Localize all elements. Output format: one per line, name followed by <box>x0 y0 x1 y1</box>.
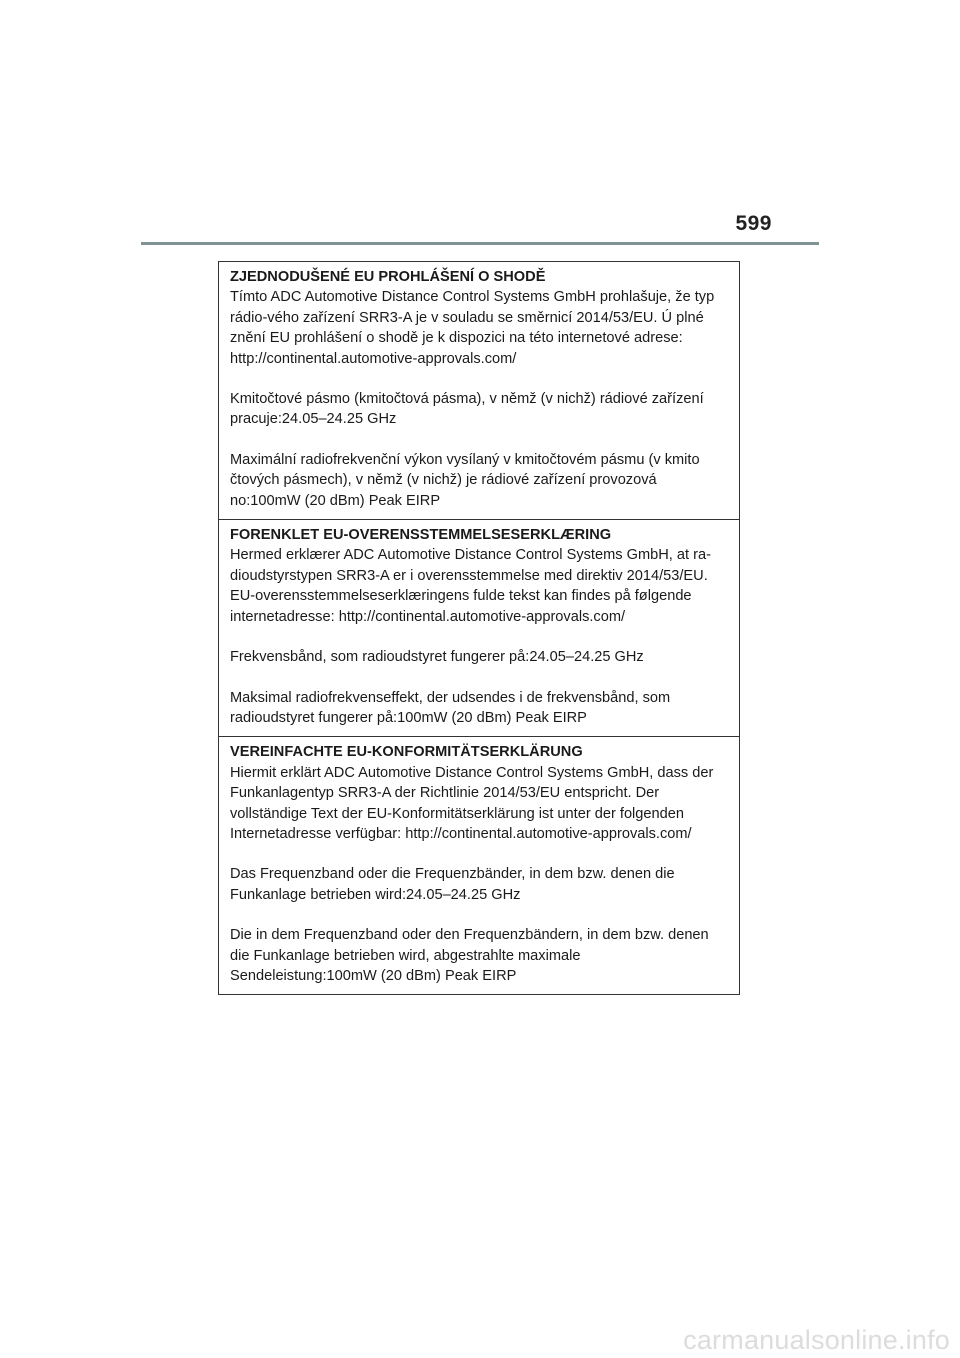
header-rule <box>141 242 819 245</box>
section-title: FORENKLET EU-OVERENSSTEMMELSESERKLÆRING <box>230 527 612 544</box>
power-paragraph: Maximální radiofrekvenční výkon vysílaný v kmitočtovém pásmu (v kmito čtových pásmech), v němž (v nichž) je rádiové zařízení provozová no:100mW (20 dBm) Peak EIRP <box>230 451 700 509</box>
page-number: 599 <box>735 212 772 235</box>
watermark: carmanualsonline.info <box>683 1325 950 1355</box>
section-title: VEREINFACHTE EU-KONFORMITÄTSERKLÄRUNG <box>230 744 583 761</box>
declaration-section-czech <box>219 262 739 519</box>
declaration-section-german <box>219 736 739 994</box>
frequency-paragraph: Das Frequenzband oder die Frequenzbänder, in dem bzw. denen die Funkanlage betrieben wird:24.05–24.25 GHz <box>230 866 675 903</box>
frequency-paragraph: Kmitočtové pásmo (kmitočtová pásma), v němž (v nichž) rádiové zařízení pracuje:24.05–24.25 GHz <box>230 391 704 428</box>
declaration-paragraph: Hiermit erklärt ADC Automotive Distance Control Systems GmbH, dass der Funkanlagentyp SRR3-A der Richtlinie 2014/53/EU entspricht. Der vollständige Text der EU-Konformitätserklärung ist unter der folgenden Internetadresse verfügbar: http://continental.automotive-approvals.com/ <box>230 764 714 842</box>
declarations-table <box>218 261 740 995</box>
declaration-paragraph: Tímto ADC Automotive Distance Control Systems GmbH prohlašuje, že typ rádio-vého zařízení SRR3-A je v souladu se směrnicí 2014/53/EU. Ú plné znění EU prohlášení o shodě je k dispozici na této internetové adrese: http://continental.automotive-approvals.com/ <box>230 289 715 367</box>
section-title: ZJEDNODUŠENÉ EU PROHLÁŠENÍ O SHODĚ <box>230 269 546 285</box>
frequency-paragraph: Frekvensbånd, som radioudstyret fungerer på:24.05–24.25 GHz <box>230 649 644 666</box>
power-paragraph: Maksimal radiofrekvenseffekt, der udsendes i de frekvensbånd, som radioudstyret fungerer på:100mW (20 dBm) Peak EIRP <box>230 689 671 726</box>
declaration-paragraph: Hermed erklærer ADC Automotive Distance Control Systems GmbH, at ra-dioudstyrstypen SRR3-A er i overensstemmelse med direktiv 2014/53/EU. EU-overensstemmelseserklæringens fulde tekst kan findes på følgende internetadresse: http://continental.automotive-approvals.com/ <box>230 547 711 625</box>
declaration-section-danish <box>219 519 739 736</box>
power-paragraph: Die in dem Frequenzband oder den Frequenzbändern, in dem bzw. denen die Funkanlage betrieben wird, abgestrahlte maximale Sendeleistung:100mW (20 dBm) Peak EIRP <box>230 927 709 984</box>
